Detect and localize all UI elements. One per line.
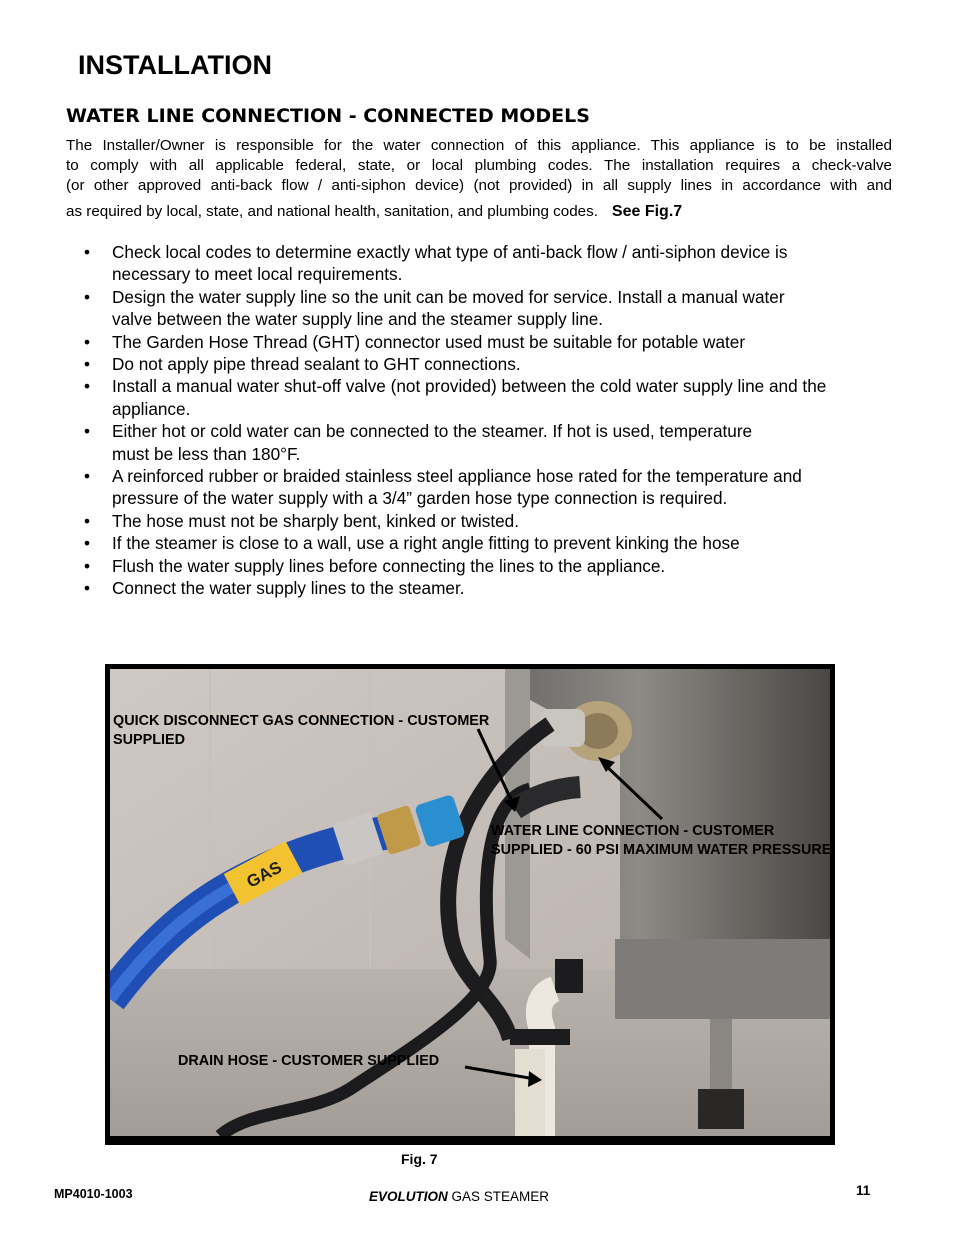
- requirement-item: [84, 286, 894, 331]
- requirement-line: • Connect the water supply lines to the steamer.: [112, 578, 465, 599]
- drain-hose-callout: DRAIN HOSE - CUSTOMER SUPPLIED: [178, 1053, 440, 1069]
- gas-connection-callout: [113, 712, 489, 750]
- requirement-line: necessary to meet local requirements.: [112, 264, 403, 285]
- intro-line: [66, 202, 892, 222]
- requirement-item: [84, 510, 894, 532]
- gas-callout-line: SUPPLIED: [113, 732, 185, 748]
- requirements-list: [84, 241, 894, 600]
- requirement-line: • Do not apply pipe thread sealant to GHT connections.: [112, 354, 521, 375]
- intro-line: The Installer/Owner is responsible for the water connection of this appliance. This appliance is to be installed: [66, 137, 892, 154]
- requirement-line: • Design the water supply line so the unit can be moved for service. Install a manual water: [112, 286, 785, 307]
- document-number: MP4010-1003: [54, 1187, 133, 1201]
- requirement-line: • Install a manual water shut-off valve (not provided) between the cold water supply line and the: [112, 376, 827, 397]
- water-connection-callout: [491, 822, 831, 860]
- requirement-item: [84, 577, 894, 599]
- gas-callout-line: QUICK DISCONNECT GAS CONNECTION - CUSTOMER: [113, 713, 490, 729]
- requirement-item: [84, 420, 894, 465]
- page-number: 11: [856, 1183, 871, 1198]
- requirement-item: [84, 465, 894, 510]
- requirement-item: [84, 331, 894, 353]
- see-fig-reference: See Fig.7: [611, 203, 683, 220]
- intro-paragraph: [66, 136, 892, 222]
- requirement-item: [84, 353, 894, 375]
- intro-line: (or other approved anti-back flow / anti-siphon device) (not provided) in all supply lines in accordance with and: [66, 177, 892, 194]
- requirement-line: • If the steamer is close to a wall, use a right angle fitting to prevent kinking the hose: [112, 533, 740, 554]
- water-callout-line: SUPPLIED - 60 PSI MAXIMUM WATER PRESSURE: [491, 842, 832, 858]
- product-type: GAS STEAMER: [447, 1189, 550, 1204]
- section-title: WATER LINE CONNECTION - CONNECTED MODELS: [66, 105, 590, 127]
- requirement-line: • A reinforced rubber or braided stainless steel appliance hose rated for the temperature and: [112, 466, 802, 487]
- requirement-line: • Check local codes to determine exactly what type of anti-back flow / anti-siphon device is: [112, 242, 788, 262]
- requirement-line: pressure of the water supply with a 3/4” garden hose type connection is required.: [112, 488, 728, 509]
- product-brand: EVOLUTION: [369, 1189, 448, 1204]
- gas-hose-label: GAS: [243, 857, 285, 892]
- water-callout-line: WATER LINE CONNECTION - CUSTOMER: [491, 823, 775, 839]
- requirement-line: • Either hot or cold water can be connected to the steamer. If hot is used, temperature: [112, 421, 753, 442]
- requirement-line: valve between the water supply line and the steamer supply line.: [112, 309, 604, 330]
- requirement-item: [84, 555, 894, 577]
- intro-line-text: as required by local, state, and national health, sanitation, and plumbing codes.: [66, 203, 598, 220]
- requirement-line: • The hose must not be sharply bent, kinked or twisted.: [112, 510, 519, 531]
- intro-line: to comply with all applicable federal, state, or local plumbing codes. The installation requires a check-valve: [66, 157, 892, 174]
- requirement-line: must be less than 180°F.: [112, 443, 301, 464]
- requirement-item: [84, 532, 894, 554]
- product-name: [369, 1189, 549, 1204]
- requirement-line: appliance.: [112, 398, 191, 419]
- requirement-line: • The Garden Hose Thread (GHT) connector used must be suitable for potable water: [112, 331, 746, 352]
- page-title: INSTALLATION: [78, 50, 272, 80]
- requirement-line: • Flush the water supply lines before connecting the lines to the appliance.: [112, 555, 666, 576]
- requirement-item: [84, 375, 894, 420]
- figure-caption: Fig. 7: [401, 1151, 438, 1167]
- figure-7: [105, 664, 835, 1145]
- requirement-item: [84, 241, 894, 286]
